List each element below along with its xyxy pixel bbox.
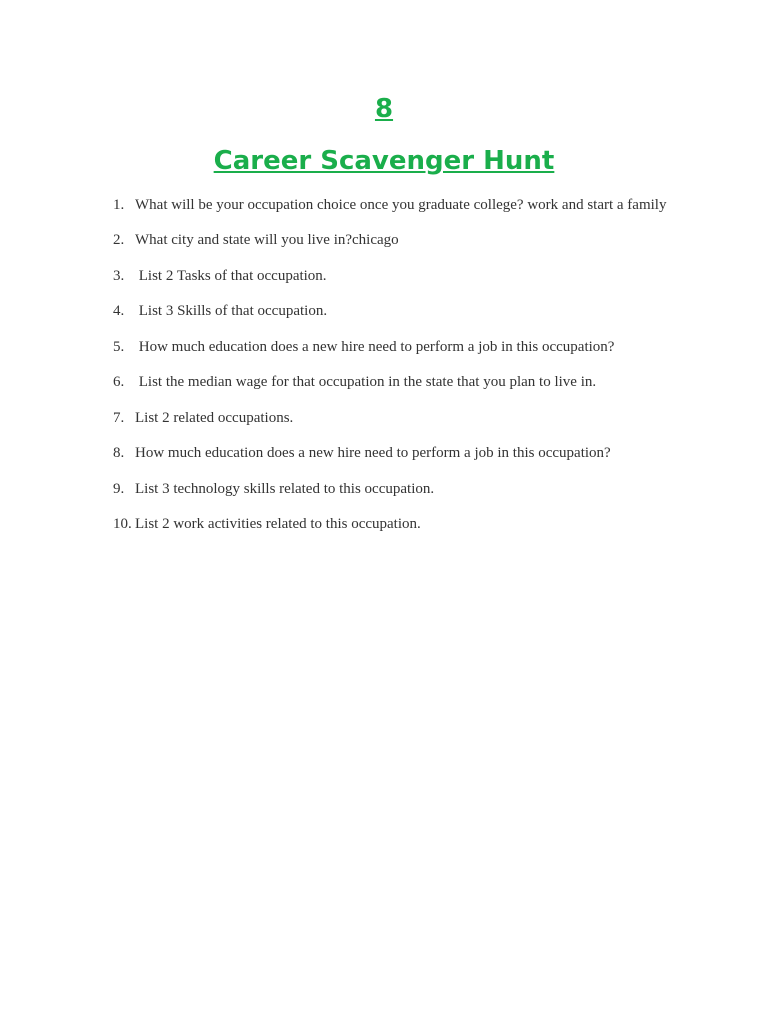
item-number: 5. bbox=[113, 339, 125, 355]
item-number: 9. bbox=[113, 481, 125, 497]
list-item bbox=[113, 338, 733, 356]
list-item bbox=[113, 444, 733, 462]
page-number-heading: 8 bbox=[374, 94, 394, 124]
item-number: 2. bbox=[113, 232, 125, 248]
item-number: 8. bbox=[113, 445, 125, 461]
item-text: List the median wage for that occupation in the state that you plan to live in. bbox=[135, 374, 597, 390]
item-number: 3. bbox=[113, 268, 125, 284]
item-text: How much education does a new hire need to perform a job in this occupation? bbox=[135, 339, 615, 355]
list-item bbox=[113, 480, 733, 498]
item-text: List 2 related occupations. bbox=[135, 410, 294, 426]
list-item bbox=[113, 302, 733, 320]
list-item bbox=[113, 373, 733, 391]
item-text: List 2 work activities related to this occupation. bbox=[135, 516, 421, 532]
item-number: 10. bbox=[113, 516, 132, 532]
item-text: List 3 technology skills related to this occupation. bbox=[135, 481, 435, 497]
item-text: What city and state will you live in?chicago bbox=[135, 232, 399, 248]
list-item bbox=[113, 409, 733, 427]
item-number: 1. bbox=[113, 197, 125, 213]
list-item bbox=[113, 515, 733, 533]
item-text: How much education does a new hire need to perform a job in this occupation? bbox=[135, 445, 611, 461]
list-item bbox=[113, 231, 733, 249]
list-item bbox=[113, 267, 733, 285]
item-number: 4. bbox=[113, 303, 125, 319]
page-title: Career Scavenger Hunt bbox=[213, 146, 555, 176]
item-text: List 2 Tasks of that occupation. bbox=[135, 268, 327, 284]
item-text: List 3 Skills of that occupation. bbox=[135, 303, 328, 319]
list-item bbox=[113, 196, 733, 214]
item-number: 7. bbox=[113, 410, 125, 426]
item-number: 6. bbox=[113, 374, 125, 390]
item-text: What will be your occupation choice once you graduate college? work and start a family bbox=[135, 197, 667, 213]
